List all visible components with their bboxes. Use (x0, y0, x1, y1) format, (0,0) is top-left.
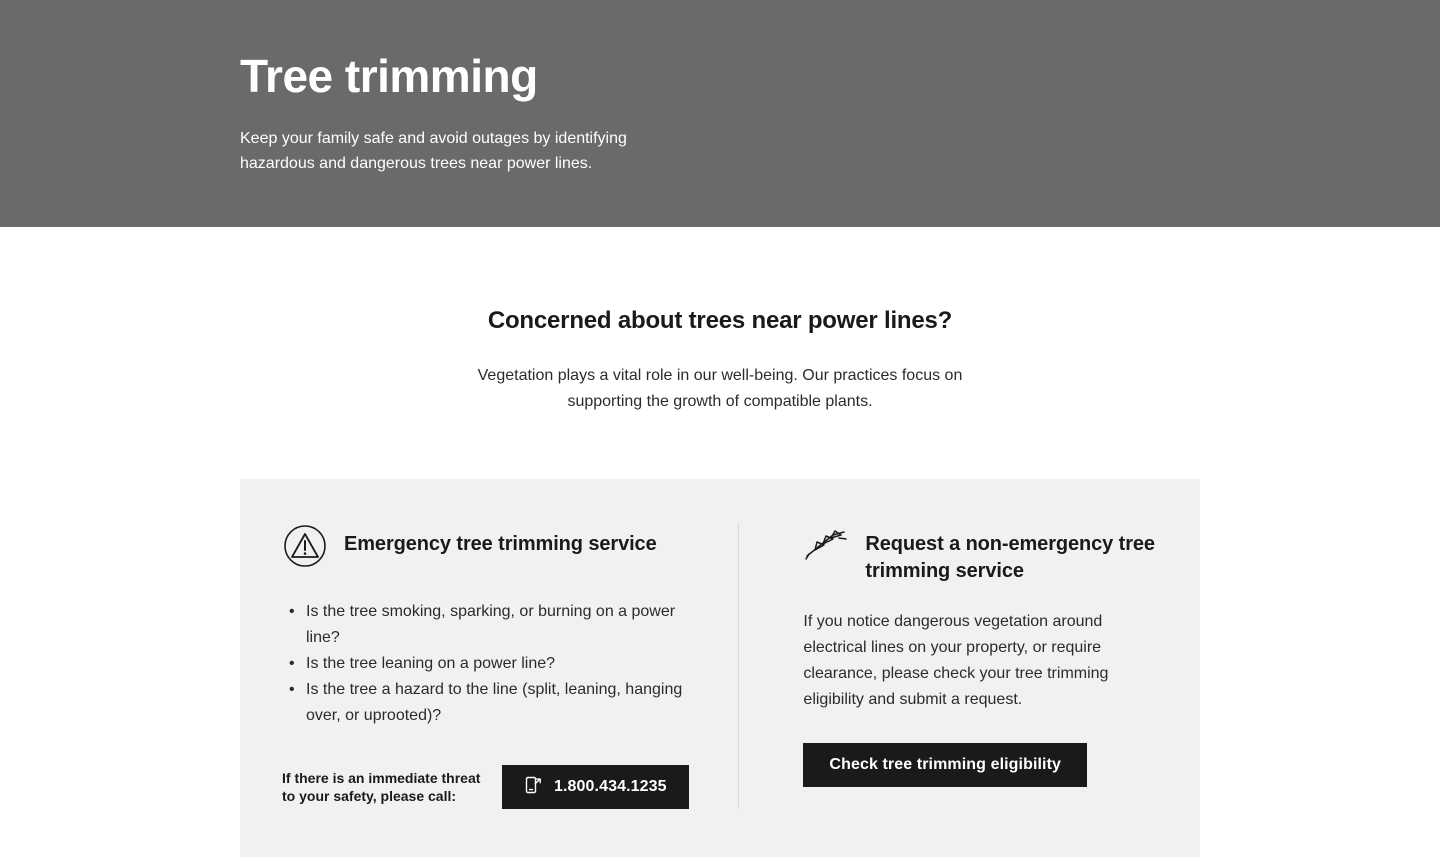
non-emergency-heading: Request a non-emergency tree trimming service (865, 533, 1155, 582)
non-emergency-column (739, 523, 1158, 809)
emergency-phone-button[interactable] (502, 765, 689, 809)
emergency-call-note: If there is an immediate threat to your safety, please call: (282, 770, 481, 804)
emergency-column (282, 523, 739, 809)
hero-subtitle: Keep your family safe and avoid outages by identifying hazardous and dangerous trees near power lines. (240, 130, 627, 172)
non-emergency-body: If you notice dangerous vegetation around electrical lines on your property, or require clearance, please check your tree trimming eligibility and submit a request. (803, 613, 1109, 708)
intro-body: Vegetation plays a vital role in our well-being. Our practices focus on supporting the growth of compatible plants. (477, 367, 963, 410)
check-eligibility-button[interactable]: Check tree trimming eligibility (803, 743, 1087, 787)
page-hero (0, 0, 1440, 227)
tree-branch-icon (803, 523, 849, 569)
list-item: • Is the tree a hazard to the line (split, leaning, hanging over, or uprooted)? (282, 677, 694, 729)
list-item: • Is the tree smoking, sparking, or burning on a power line? (282, 599, 694, 651)
warning-triangle-icon (282, 523, 328, 569)
page-title: Tree trimming (240, 50, 538, 102)
non-emergency-header (803, 523, 1158, 585)
emergency-call-row (282, 729, 694, 809)
list-item: • Is the tree leaning on a power line? (282, 651, 694, 677)
emergency-bullet-list (282, 569, 694, 729)
emergency-heading: Emergency tree trimming service (344, 533, 657, 555)
services-panel (240, 479, 1200, 857)
phone-external-icon (524, 776, 542, 799)
emergency-header (282, 523, 694, 569)
intro-section (0, 227, 1440, 415)
intro-heading: Concerned about trees near power lines? (487, 307, 953, 334)
hero-content (240, 0, 1000, 176)
emergency-phone-number: 1.800.434.1235 (554, 778, 667, 795)
